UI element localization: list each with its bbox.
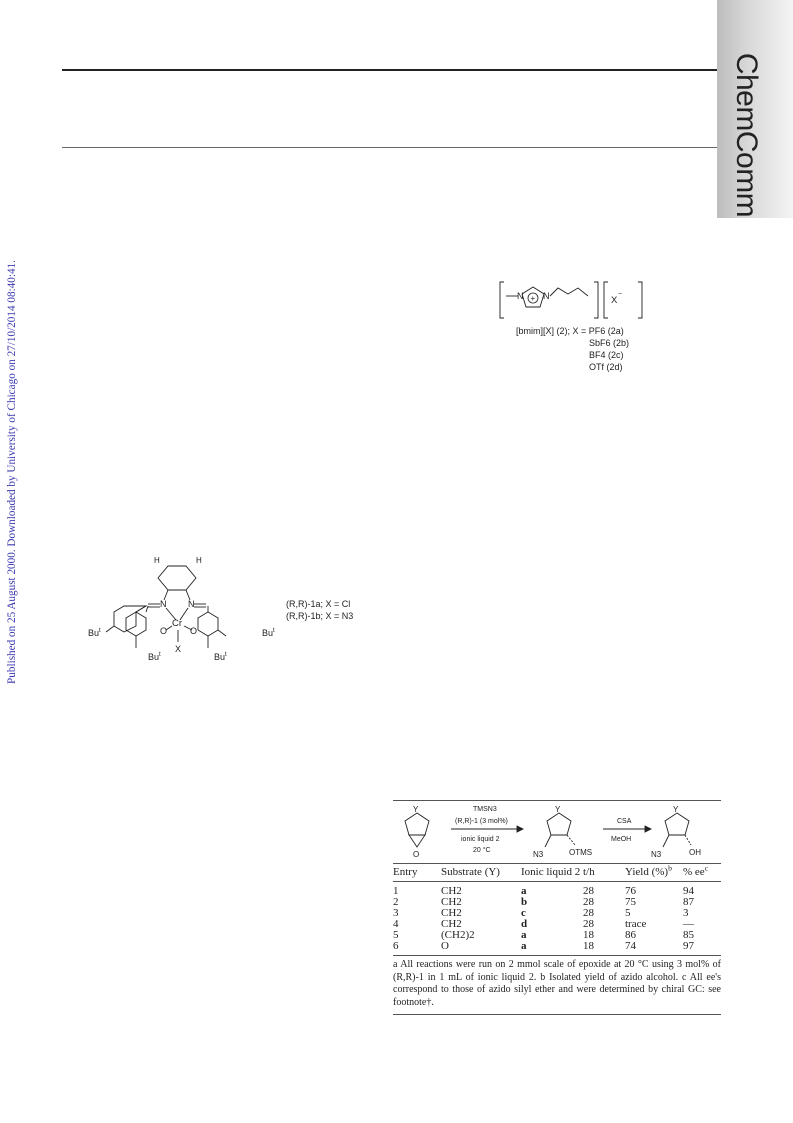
svg-text:H: H [196, 556, 202, 565]
svg-text:O: O [413, 850, 420, 859]
results-data-table [393, 864, 721, 952]
col-header-entry: Entry [393, 866, 418, 878]
svg-text:Y: Y [413, 805, 419, 814]
table-row: 2 CH2 b 28 75 87 [393, 896, 694, 908]
reaction-scheme [393, 801, 721, 863]
svg-text:X: X [611, 295, 618, 306]
table-row: 1 CH2 a 28 76 94 [393, 885, 694, 897]
svg-text:O: O [160, 626, 168, 636]
col-header-yield: Yield (%)$^b$ [625, 863, 672, 878]
svg-text:CSA: CSA [617, 818, 632, 825]
svg-text:MeOH: MeOH [611, 836, 632, 843]
svg-text:Y: Y [673, 805, 679, 814]
svg-text:(R,R)-1 (3 mol%): (R,R)-1 (3 mol%) [455, 818, 508, 825]
tert-butyl-label-2: Bu$^t$ [148, 651, 161, 662]
svg-text:N3: N3 [533, 850, 544, 859]
svg-text:N: N [517, 291, 524, 301]
results-table [393, 800, 721, 1015]
svg-text:TMSN3: TMSN3 [473, 806, 497, 813]
svg-text:20 °C: 20 °C [473, 847, 491, 854]
table-rule-data [393, 955, 721, 956]
bmim-caption-line-4: OTf (2d) [589, 362, 623, 372]
svg-text:OH: OH [689, 848, 701, 857]
col-header-substrate: Substrate (Y) [441, 866, 500, 878]
svg-text:N: N [188, 599, 195, 609]
svg-text:N: N [543, 291, 550, 301]
bmim-caption-line-3: BF4 (2c) [589, 350, 624, 360]
header-rule-bottom [62, 147, 722, 148]
bmim-caption-line-2: SbF6 (2b) [589, 338, 630, 348]
svg-text:Cr: Cr [172, 618, 183, 629]
svg-text:Y: Y [555, 805, 561, 814]
journal-name: ChemComm [730, 52, 763, 218]
svg-text:N: N [160, 599, 167, 609]
col-header-time: t/h [583, 866, 595, 878]
col-header-ionic-liquid: Ionic liquid 2 [521, 866, 581, 878]
svg-text:OTMS: OTMS [569, 848, 593, 857]
tert-butyl-label-4: Bu$^t$ [214, 651, 227, 662]
complex-label-1b: (R,R)-1b; X = N3 [286, 611, 354, 621]
table-footnote: a All reactions were run on 2 mmol scale of epoxide at 20 °C using 3 mol% of (R,R)-1 in 1 mL of ionic liquid 2. b Isolated yield of azido alcohol. c All ee's correspond to those of azido silyl ether and were determined by chiral GC: see footnote†. [393, 959, 721, 1008]
svg-text:N3: N3 [651, 850, 662, 859]
table-rule-bottom [393, 1014, 721, 1015]
salen-structure-svg [84, 556, 284, 668]
svg-text:H: H [154, 556, 160, 565]
table-row: 4 CH2 d 28 trace — [393, 918, 694, 930]
tert-butyl-label-1: Bu$^t$ [88, 627, 101, 638]
bmim-caption-line-1: [bmim][X] (2); X = PF6 (2a) [516, 326, 624, 336]
complex-label-1a: (R,R)-1a; X = Cl [286, 599, 351, 609]
table-row: 6 O a 18 74 97 [393, 940, 694, 952]
svg-text:ionic liquid 2: ionic liquid 2 [461, 836, 500, 843]
bmim-structure-svg [490, 276, 650, 324]
svg-text:O: O [190, 626, 198, 636]
table-row: 3 CH2 c 28 5 3 [393, 907, 689, 919]
tert-butyl-label-3: Bu$^t$ [262, 627, 275, 638]
reaction-scheme-svg [393, 801, 721, 863]
table-body [393, 882, 721, 953]
svg-text:+: + [530, 294, 536, 303]
col-header-ee: % $ee^c$ [683, 863, 709, 878]
publication-side-note[interactable]: Published on 25 August 2000. Downloaded by University of Chicago on 27/10/2014 08:40:41. [6, 260, 18, 684]
header-rule-top [62, 69, 722, 71]
svg-text:X: X [175, 644, 182, 654]
svg-text:−: − [618, 291, 623, 298]
table-row: 5 (CH2)2 a 18 86 85 [393, 929, 694, 941]
